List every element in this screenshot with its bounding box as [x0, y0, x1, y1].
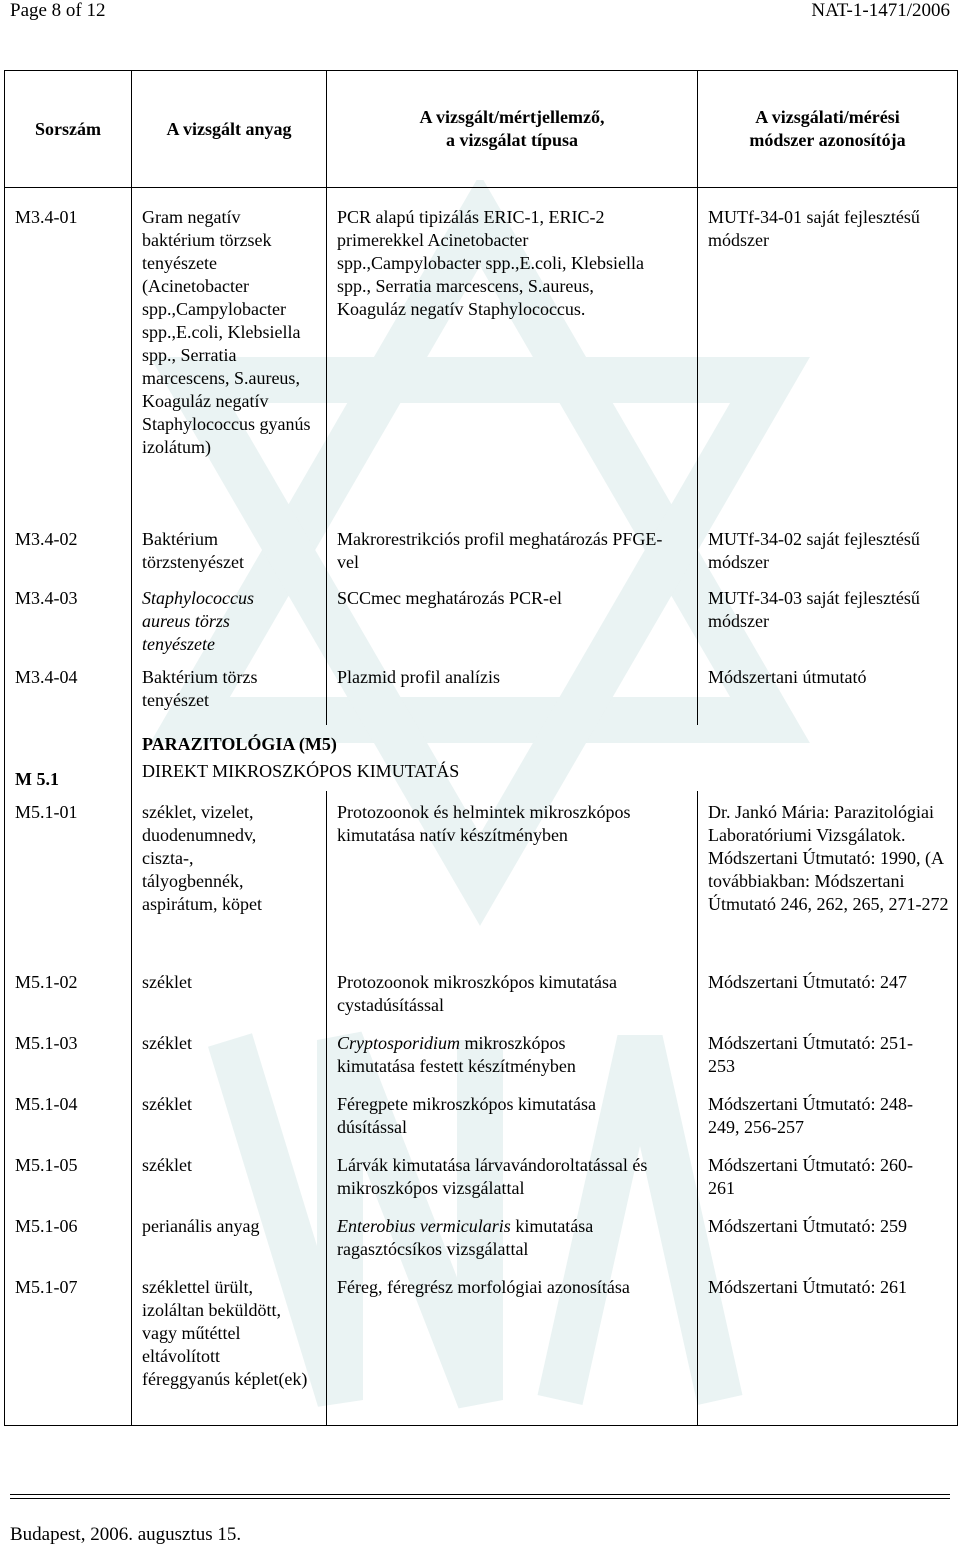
row-test: SCCmec meghatározás PCR-el [327, 579, 698, 663]
document-id: NAT-1-1471/2006 [811, 0, 950, 21]
row-method: MUTf-34-01 saját fejlesztésű módszer [698, 188, 958, 518]
table-row [5, 959, 958, 1020]
row-id: M5.1-06 [5, 1203, 132, 1264]
row-test: Lárvák kimutatása lárvavándoroltatással és mikroszkópos vizsgálattal [327, 1142, 698, 1203]
row-method: Módszertani Útmutató: 261 [698, 1264, 958, 1426]
organism-name: Cryptosporidium [337, 1032, 461, 1053]
row-test: PCR alapú tipizálás ERIC-1, ERIC-2 primerekkel Acinetobacter spp.,Campylobacter spp.,E.coli, Klebsiella spp., Serratia marcescens, S.aureus, Koaguláz negatív Staphylococcus. [327, 188, 698, 518]
row-method: Módszertani Útmutató: 248-249, 256-257 [698, 1081, 958, 1142]
row-test: Féreg, féregrész morfológiai azonosítása [327, 1264, 698, 1426]
row-test: Cryptosporidium mikroszkópos kimutatása festett készítményben [327, 1020, 698, 1081]
header-vizsgalt-anyag: A vizsgált anyag [132, 71, 327, 188]
row-test: Protozoonok mikroszkópos kimutatása cystadúsítással [327, 959, 698, 1020]
row-test: Féregpete mikroszkópos kimutatása dúsítással [327, 1081, 698, 1142]
row-id: M5.1-01 [5, 791, 132, 959]
row-material: Baktérium törzs tenyészet [132, 663, 327, 725]
row-id: M3.4-02 [5, 518, 132, 579]
row-method: Módszertani útmutató [698, 663, 958, 725]
table-row [5, 1203, 958, 1264]
table-row [5, 1081, 958, 1142]
row-material: széklet [132, 1081, 327, 1142]
row-method: MUTf-34-03 saját fejlesztésű módszer [698, 579, 958, 663]
row-material: Staphylococcus aureus törzs tenyészete [132, 579, 327, 663]
footer-divider [10, 1494, 950, 1495]
footer-divider [10, 1498, 950, 1499]
page-number: Page 8 of 12 [10, 0, 106, 21]
row-id: M5.1-04 [5, 1081, 132, 1142]
row-id: M5.1-05 [5, 1142, 132, 1203]
table-row [5, 518, 958, 579]
header-sorszam: Sorszám [5, 71, 132, 188]
footer-date: Budapest, 2006. augusztus 15. [10, 1524, 242, 1545]
row-material: széklet [132, 959, 327, 1020]
row-id: M3.4-03 [5, 579, 132, 663]
row-material: Gram negatív baktérium törzsek tenyészete (Acinetobacter spp.,Campylobacter spp.,E.coli, Klebsiella spp., Serratia marcescens, S.aureus, Koaguláz negatív Staphylococcus gyanús izolátum) [132, 188, 327, 518]
table-row [5, 1264, 958, 1426]
row-method: Módszertani Útmutató: 259 [698, 1203, 958, 1264]
table-row [5, 791, 958, 959]
section-row [5, 725, 958, 756]
organism-name: Enterobius vermicularis [337, 1215, 511, 1236]
row-id: M3.4-01 [5, 188, 132, 518]
subsection-title: DIREKT MIKROSZKÓPOS KIMUTATÁS [132, 756, 958, 791]
row-method: Módszertani Útmutató: 251-253 [698, 1020, 958, 1081]
accreditation-table [4, 70, 958, 1426]
row-test: Enterobius vermicularis kimutatása ragasztócsíkos vizsgálattal [327, 1203, 698, 1264]
table-row [5, 579, 958, 663]
row-test: Makrorestrikciós profil meghatározás PFGE-vel [327, 518, 698, 579]
table-row [5, 1142, 958, 1203]
row-method: Dr. Jankó Mária: Parazitológiai Laboratóriumi Vizsgálatok. Módszertani Útmutató: 1990, (A továbbiakban: Módszertani Útmutató 246, 262, 265, 271-272 [698, 791, 958, 959]
row-method: MUTf-34-02 saját fejlesztésű módszer [698, 518, 958, 579]
row-id: M5.1-02 [5, 959, 132, 1020]
row-material: széklet [132, 1142, 327, 1203]
row-id: M3.4-04 [5, 663, 132, 725]
row-material: Baktérium törzstenyészet [132, 518, 327, 579]
page-header [0, 0, 960, 24]
table-row [5, 663, 958, 725]
header-modszer-azonosito: A vizsgálati/mérési módszer azonosítója [698, 71, 958, 188]
section-title: PARAZITOLÓGIA (M5) [132, 725, 958, 756]
header-vizsgalt-jellemzo: A vizsgált/mértjellemző, a vizsgálat típusa [327, 71, 698, 188]
row-method: Módszertani Útmutató: 247 [698, 959, 958, 1020]
subsection-id: M 5.1 [5, 756, 132, 791]
row-method: Módszertani Útmutató: 260-261 [698, 1142, 958, 1203]
subsection-row [5, 756, 958, 791]
table-row [5, 1020, 958, 1081]
row-id: M5.1-03 [5, 1020, 132, 1081]
row-material: széklet, vizelet, duodenumnedv, ciszta-, tályogbennék, aspirátum, köpet [132, 791, 327, 959]
row-material: perianális anyag [132, 1203, 327, 1264]
row-test: Protozoonok és helmintek mikroszkópos kimutatása natív készítményben [327, 791, 698, 959]
row-id: M5.1-07 [5, 1264, 132, 1426]
table-header-row [5, 71, 958, 188]
table-row [5, 188, 958, 518]
row-material: széklet [132, 1020, 327, 1081]
row-material: széklettel ürült, izoláltan beküldött, vagy műtéttel eltávolított féreggyanús képlet(ek) [132, 1264, 327, 1426]
row-test: Plazmid profil analízis [327, 663, 698, 725]
